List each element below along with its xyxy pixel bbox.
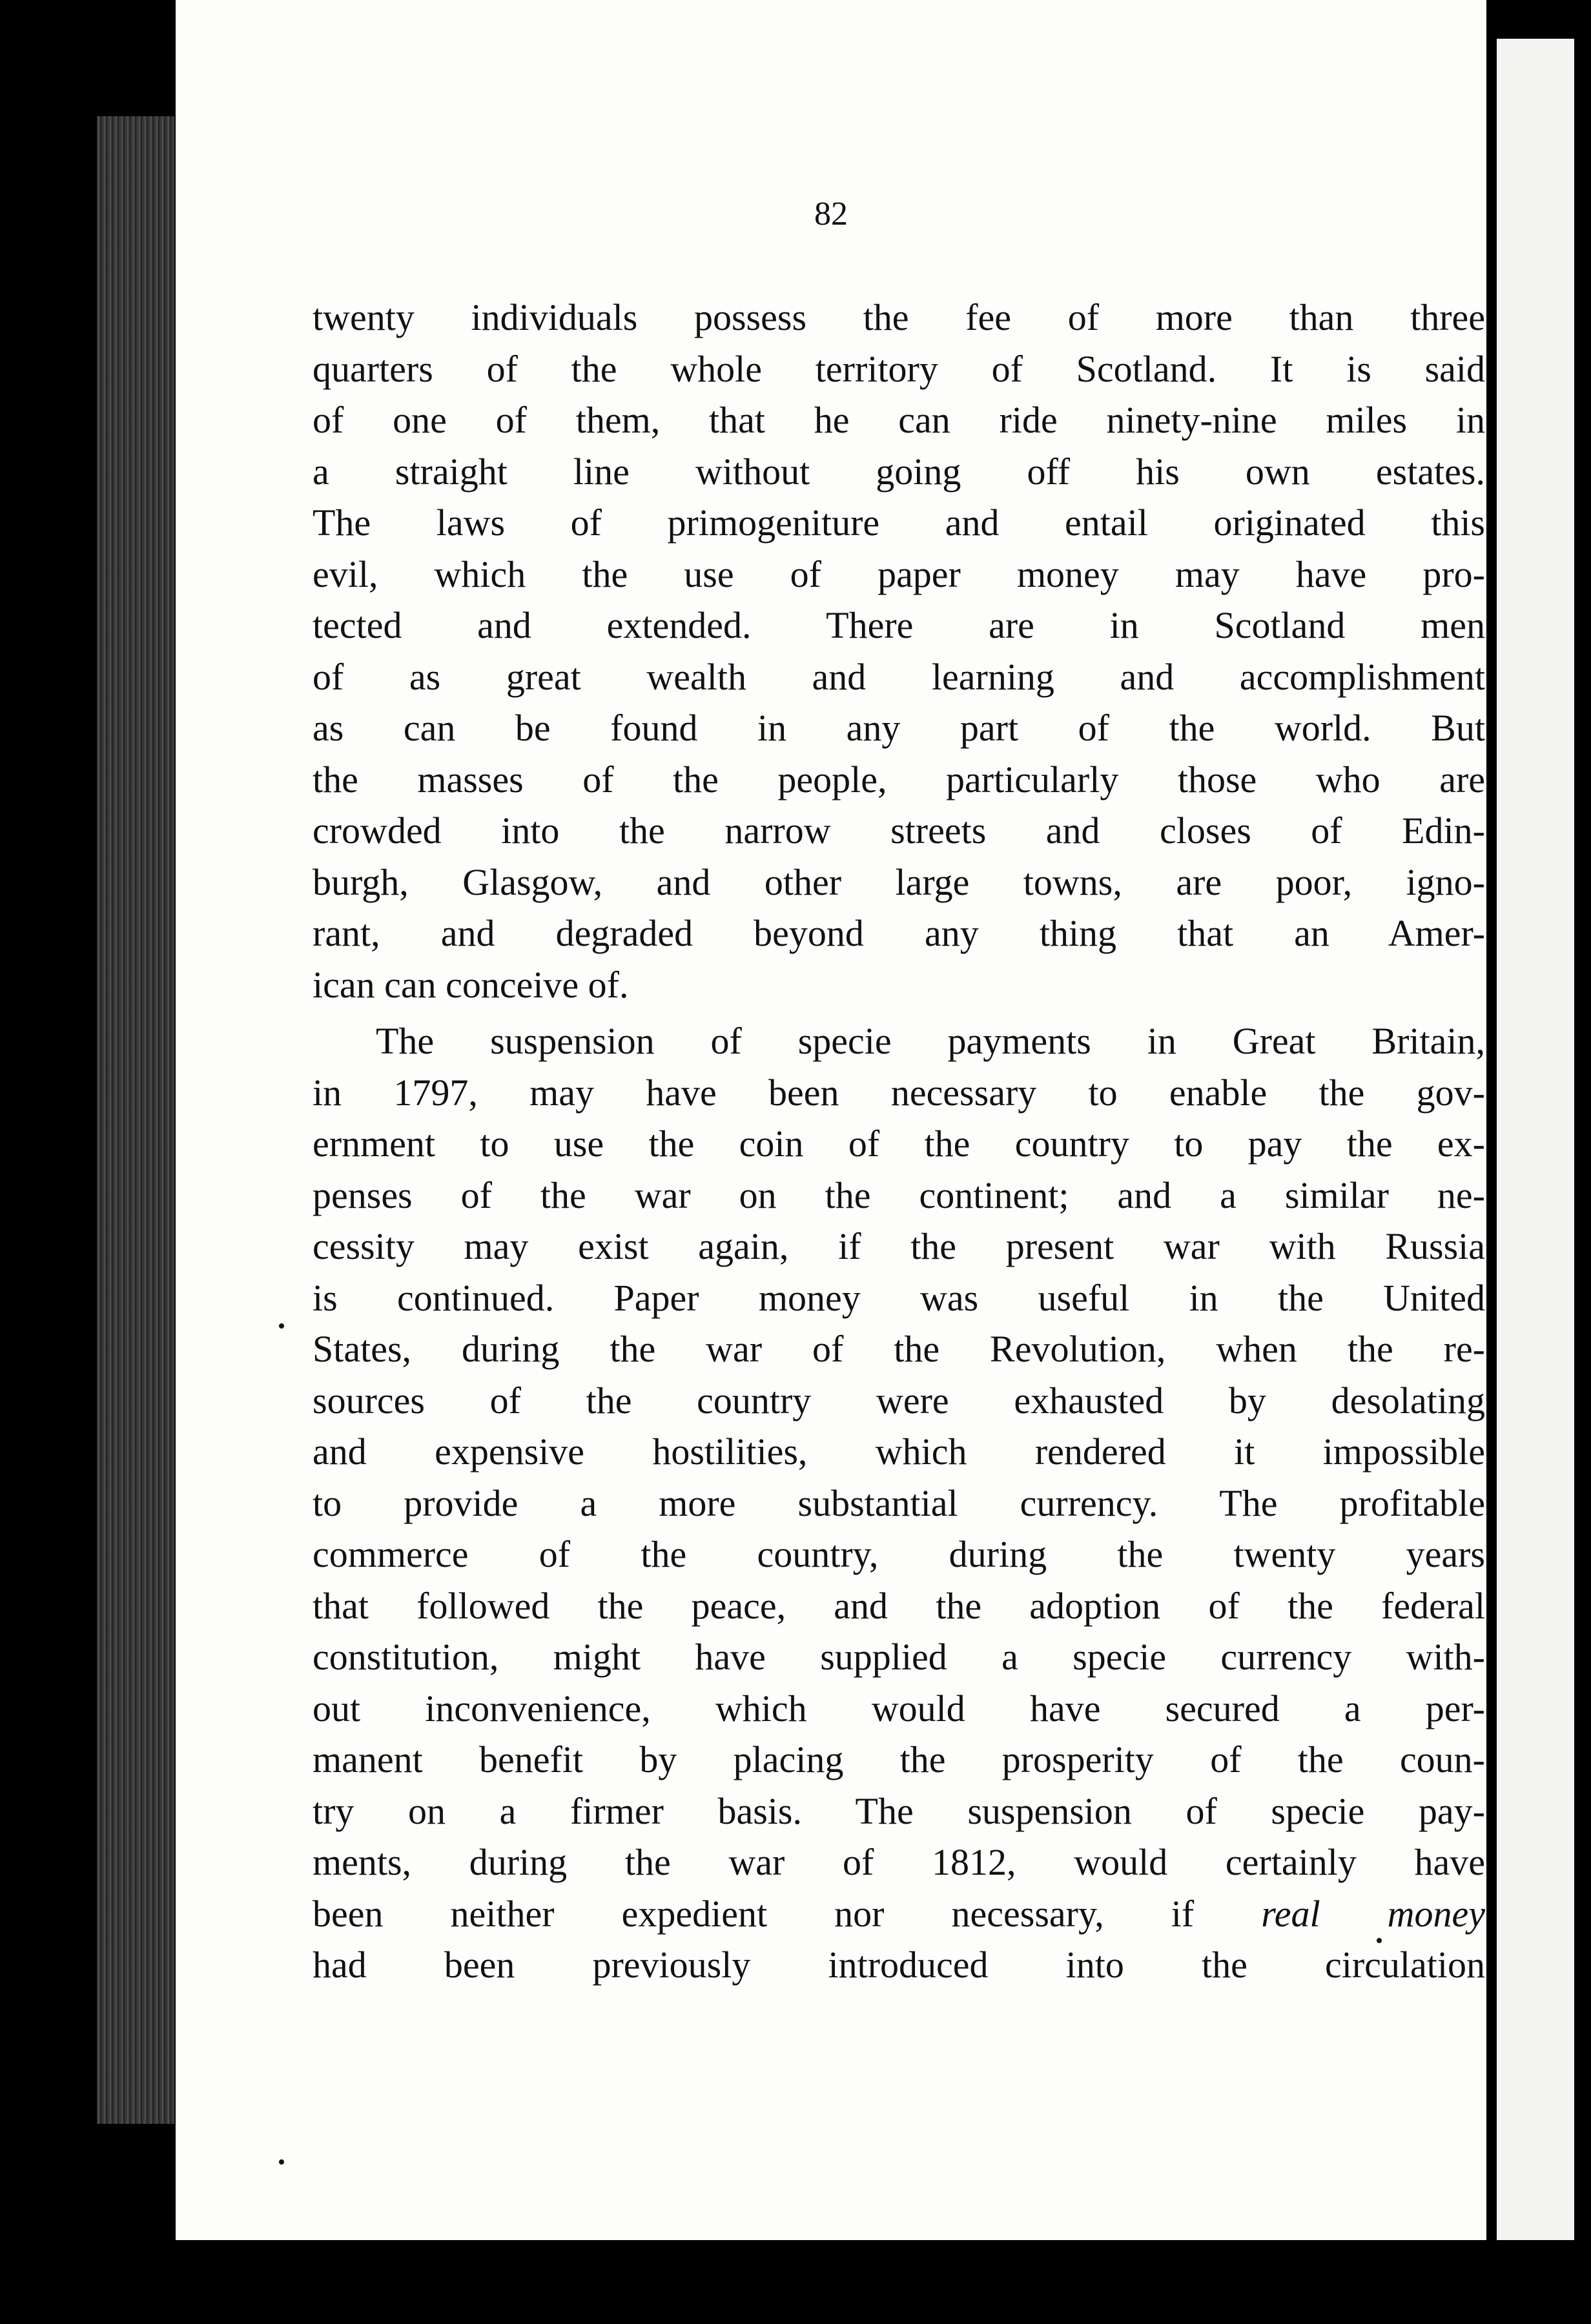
text-line: the masses of the people, particularly those who are — [313, 758, 1485, 800]
text-line: try on a firmer basis. The suspension of specie pay- — [313, 1789, 1485, 1832]
book-page-edges — [97, 116, 174, 2124]
text-line: cessity may exist again, if the present war with Russia — [313, 1225, 1485, 1267]
paragraph-1 — [313, 292, 1485, 1010]
text-line-with-italic — [313, 1888, 1485, 1940]
text-line: as can be found in any part of the world. But — [313, 707, 1485, 749]
italic-phrase: real money — [1261, 1892, 1486, 1935]
facing-page-strip — [1497, 39, 1574, 2259]
text-line: States, during the war of the Revolution, when the re- — [313, 1328, 1485, 1370]
text-line: a straight line without going off his own estates. — [313, 450, 1485, 493]
text-line: is continued. Paper money was useful in the United — [313, 1276, 1485, 1319]
text-line: quarters of the whole territory of Scotland. It is said — [313, 347, 1485, 390]
scan-speck — [279, 1323, 284, 1329]
paragraph-2 — [313, 1015, 1485, 1991]
text-line: of one of them, that he can ride ninety-nine miles in — [313, 399, 1485, 441]
text-line: The laws of primogeniture and entail originated this — [313, 502, 1485, 544]
text-line: out inconvenience, which would have secured a per- — [313, 1687, 1485, 1729]
text-line: evil, which the use of paper money may have pro- — [313, 553, 1485, 595]
text-line: manent benefit by placing the prosperity of the coun- — [313, 1738, 1485, 1780]
text-line: in 1797, may have been necessary to enable the gov- — [313, 1071, 1485, 1114]
text-line: The suspension of specie payments in Great Britain, — [376, 1020, 1485, 1062]
body-text — [313, 292, 1485, 1991]
text-line: that followed the peace, and the adoption of the federal — [313, 1584, 1485, 1627]
paragraph-spacer — [313, 1010, 1485, 1015]
page-number: 82 — [814, 196, 848, 232]
scan-speck — [1377, 1938, 1382, 1943]
text-line: rant, and degraded beyond any thing that an Amer- — [313, 912, 1485, 954]
text-segment: been neither expedient nor necessary, if — [313, 1892, 1195, 1935]
text-line: twenty individuals possess the fee of more than three — [313, 296, 1485, 338]
text-line: ican can conceive of. — [313, 963, 629, 1006]
text-line: had been previously introduced into the circulation — [313, 1944, 1485, 1986]
text-line: to provide a more substantial currency. The profitable — [313, 1482, 1485, 1524]
text-line: burgh, Glasgow, and other large towns, are poor, igno- — [313, 861, 1485, 903]
text-line: sources of the country were exhausted by desolating — [313, 1379, 1485, 1422]
text-line: tected and extended. There are in Scotland men — [313, 604, 1485, 646]
text-line: and expensive hostilities, which rendered it impossible — [313, 1431, 1485, 1473]
text-line: ernment to use the coin of the country to pay the ex- — [313, 1123, 1485, 1165]
text-line: penses of the war on the continent; and a similar ne- — [313, 1174, 1485, 1216]
text-line: crowded into the narrow streets and closes of Edin- — [313, 810, 1485, 851]
scan-speck — [279, 2159, 284, 2165]
text-line: constitution, might have supplied a specie currency with- — [313, 1636, 1485, 1678]
text-line: of as great wealth and learning and accomplishment — [313, 655, 1485, 698]
text-line: commerce of the country, during the twenty years — [313, 1533, 1485, 1575]
book-page — [176, 0, 1486, 2324]
scan-border-bottom — [0, 2240, 1591, 2324]
text-line: ments, during the war of 1812, would certainly have — [313, 1841, 1485, 1883]
